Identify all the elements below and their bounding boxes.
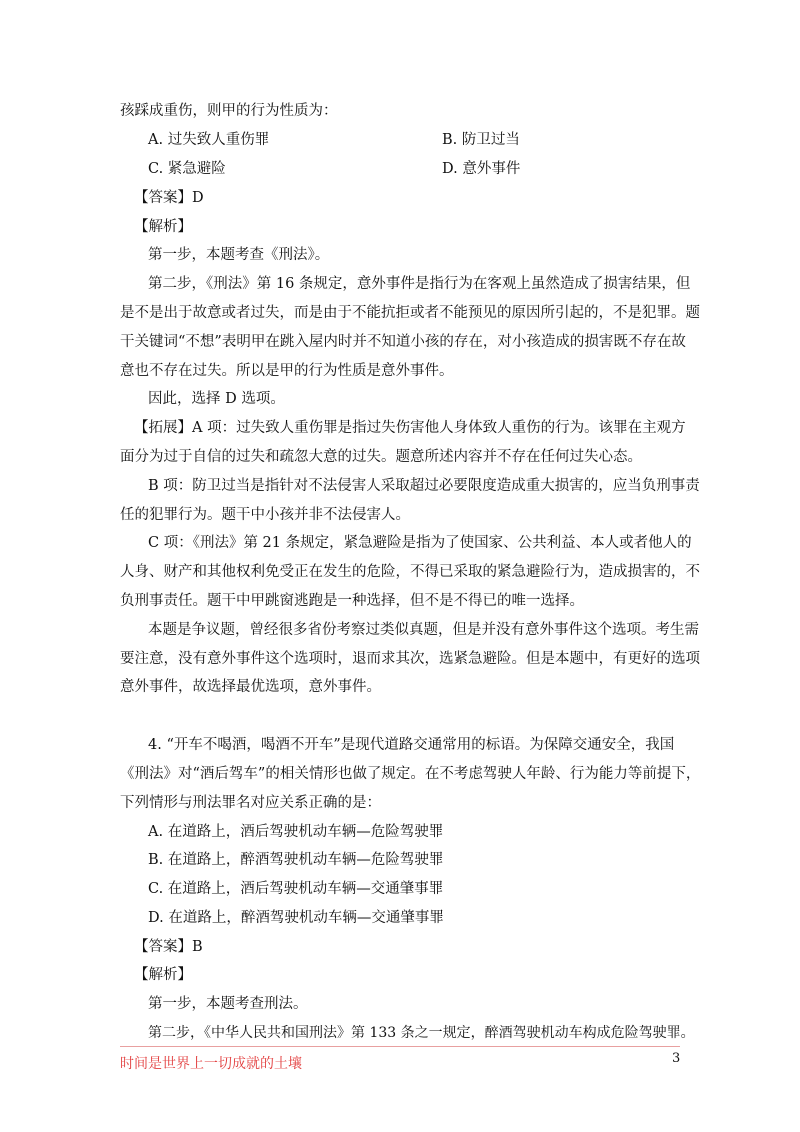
q3-option-a: A. 过失致人重伤罪 — [148, 132, 270, 148]
q3-step2-line: 是不是出于故意或者过失，而是由于不能抗拒或者不能预见的原因所引起的，不是犯罪。题 — [120, 305, 700, 321]
q3-option-d: D. 意外事件 — [442, 161, 521, 177]
q4-option-c: C. 在道路上，酒后驾驶机动车辆—交通肇事罪 — [148, 881, 444, 897]
q3-option-c: C. 紧急避险 — [148, 161, 226, 177]
q3-conclusion: 因此，选择 D 选项。 — [148, 391, 285, 407]
q3-extension-line: 【拓展】A 项：过失致人重伤罪是指过失伤害他人身体致人重伤的行为。该罪在主观方 — [134, 420, 686, 436]
q4-option-d: D. 在道路上，醉酒驾驶机动车辆—交通肇事罪 — [148, 910, 444, 926]
q3-extension-line: 面分为过于自信的过失和疏忽大意的过失。题意所述内容并不存在任何过失心态。 — [120, 449, 642, 465]
q4-option-a: A. 在道路上，酒后驾驶机动车辆—危险驾驶罪 — [148, 824, 444, 840]
q3-item-c-line: C 项：《刑法》第 21 条规定，紧急避险是指为了使国家、公共利益、本人或者他人的 — [148, 535, 692, 551]
q4-answer: 【答案】B — [134, 939, 203, 955]
q4-option-b: B. 在道路上，醉酒驾驶机动车辆—危险驾驶罪 — [148, 852, 444, 868]
q4-step1: 第一步，本题考查刑法。 — [148, 996, 308, 1012]
footer-slogan: 时间是世界上一切成就的土壤 — [120, 1056, 302, 1072]
footer-divider — [120, 1046, 680, 1047]
q3-intro: 孩踩成重伤，则甲的行为性质为： — [120, 103, 338, 119]
q3-item-b-line: 任的犯罪行为。题干中小孩并非不法侵害人。 — [120, 507, 410, 523]
q3-option-b: B. 防卫过当 — [442, 132, 520, 148]
page-number: 3 — [672, 1051, 681, 1066]
q3-item-b-line: B 项：防卫过当是指针对不法侵害人采取超过必要限度造成重大损害的，应当负刑事责 — [148, 478, 700, 494]
q4-stem-line: 下列情形与刑法罪名对应关系正确的是： — [120, 795, 381, 811]
q3-note-line: 要注意，没有意外事件这个选项时，退而求其次，选紧急避险。但是本题中，有更好的选项 — [120, 651, 700, 667]
q4-analysis-label: 【解析】 — [134, 967, 192, 983]
q4-step2: 第二步，《中华人民共和国刑法》第 133 条之一规定，醉酒驾驶机动车构成危险驾驶罪。 — [148, 1025, 695, 1041]
q4-stem-line: 4. “开车不喝酒，喝酒不开车”是现代道路交通常用的标语。为保障交通安全，我国 — [148, 737, 675, 753]
q3-step1: 第一步，本题考查《刑法》。 — [148, 247, 330, 263]
q3-item-c-line: 负刑事责任。题干中甲跳窗逃跑是一种选择，但不是不得已的唯一选择。 — [120, 593, 584, 609]
q4-stem-line: 《刑法》对“酒后驾车”的相关情形也做了规定。在不考虑驾驶人年龄、行为能力等前提下， — [120, 766, 701, 782]
q3-step2-line: 意也不存在过失。所以是甲的行为性质是意外事件。 — [120, 363, 454, 379]
q3-analysis-label: 【解析】 — [134, 219, 192, 235]
q3-note-line: 本题是争议题，曾经很多省份考察过类似真题，但是并没有意外事件这个选项。考生需 — [148, 622, 699, 638]
q3-note-line: 意外事件，故选择最优选项，意外事件。 — [120, 679, 381, 695]
q3-step2-line: 第二步，《刑法》第 16 条规定，意外事件是指行为在客观上虽然造成了损害结果，但 — [148, 276, 691, 292]
q3-item-c-line: 人身、财产和其他权利免受正在发生的危险，不得已采取的紧急避险行为，造成损害的，不 — [120, 564, 700, 580]
q3-step2-line: 干关键词“不想”表明甲在跳入屋内时并不知道小孩的存在，对小孩造成的损害既不存在故 — [120, 334, 686, 350]
q3-answer: 【答案】D — [134, 190, 204, 206]
